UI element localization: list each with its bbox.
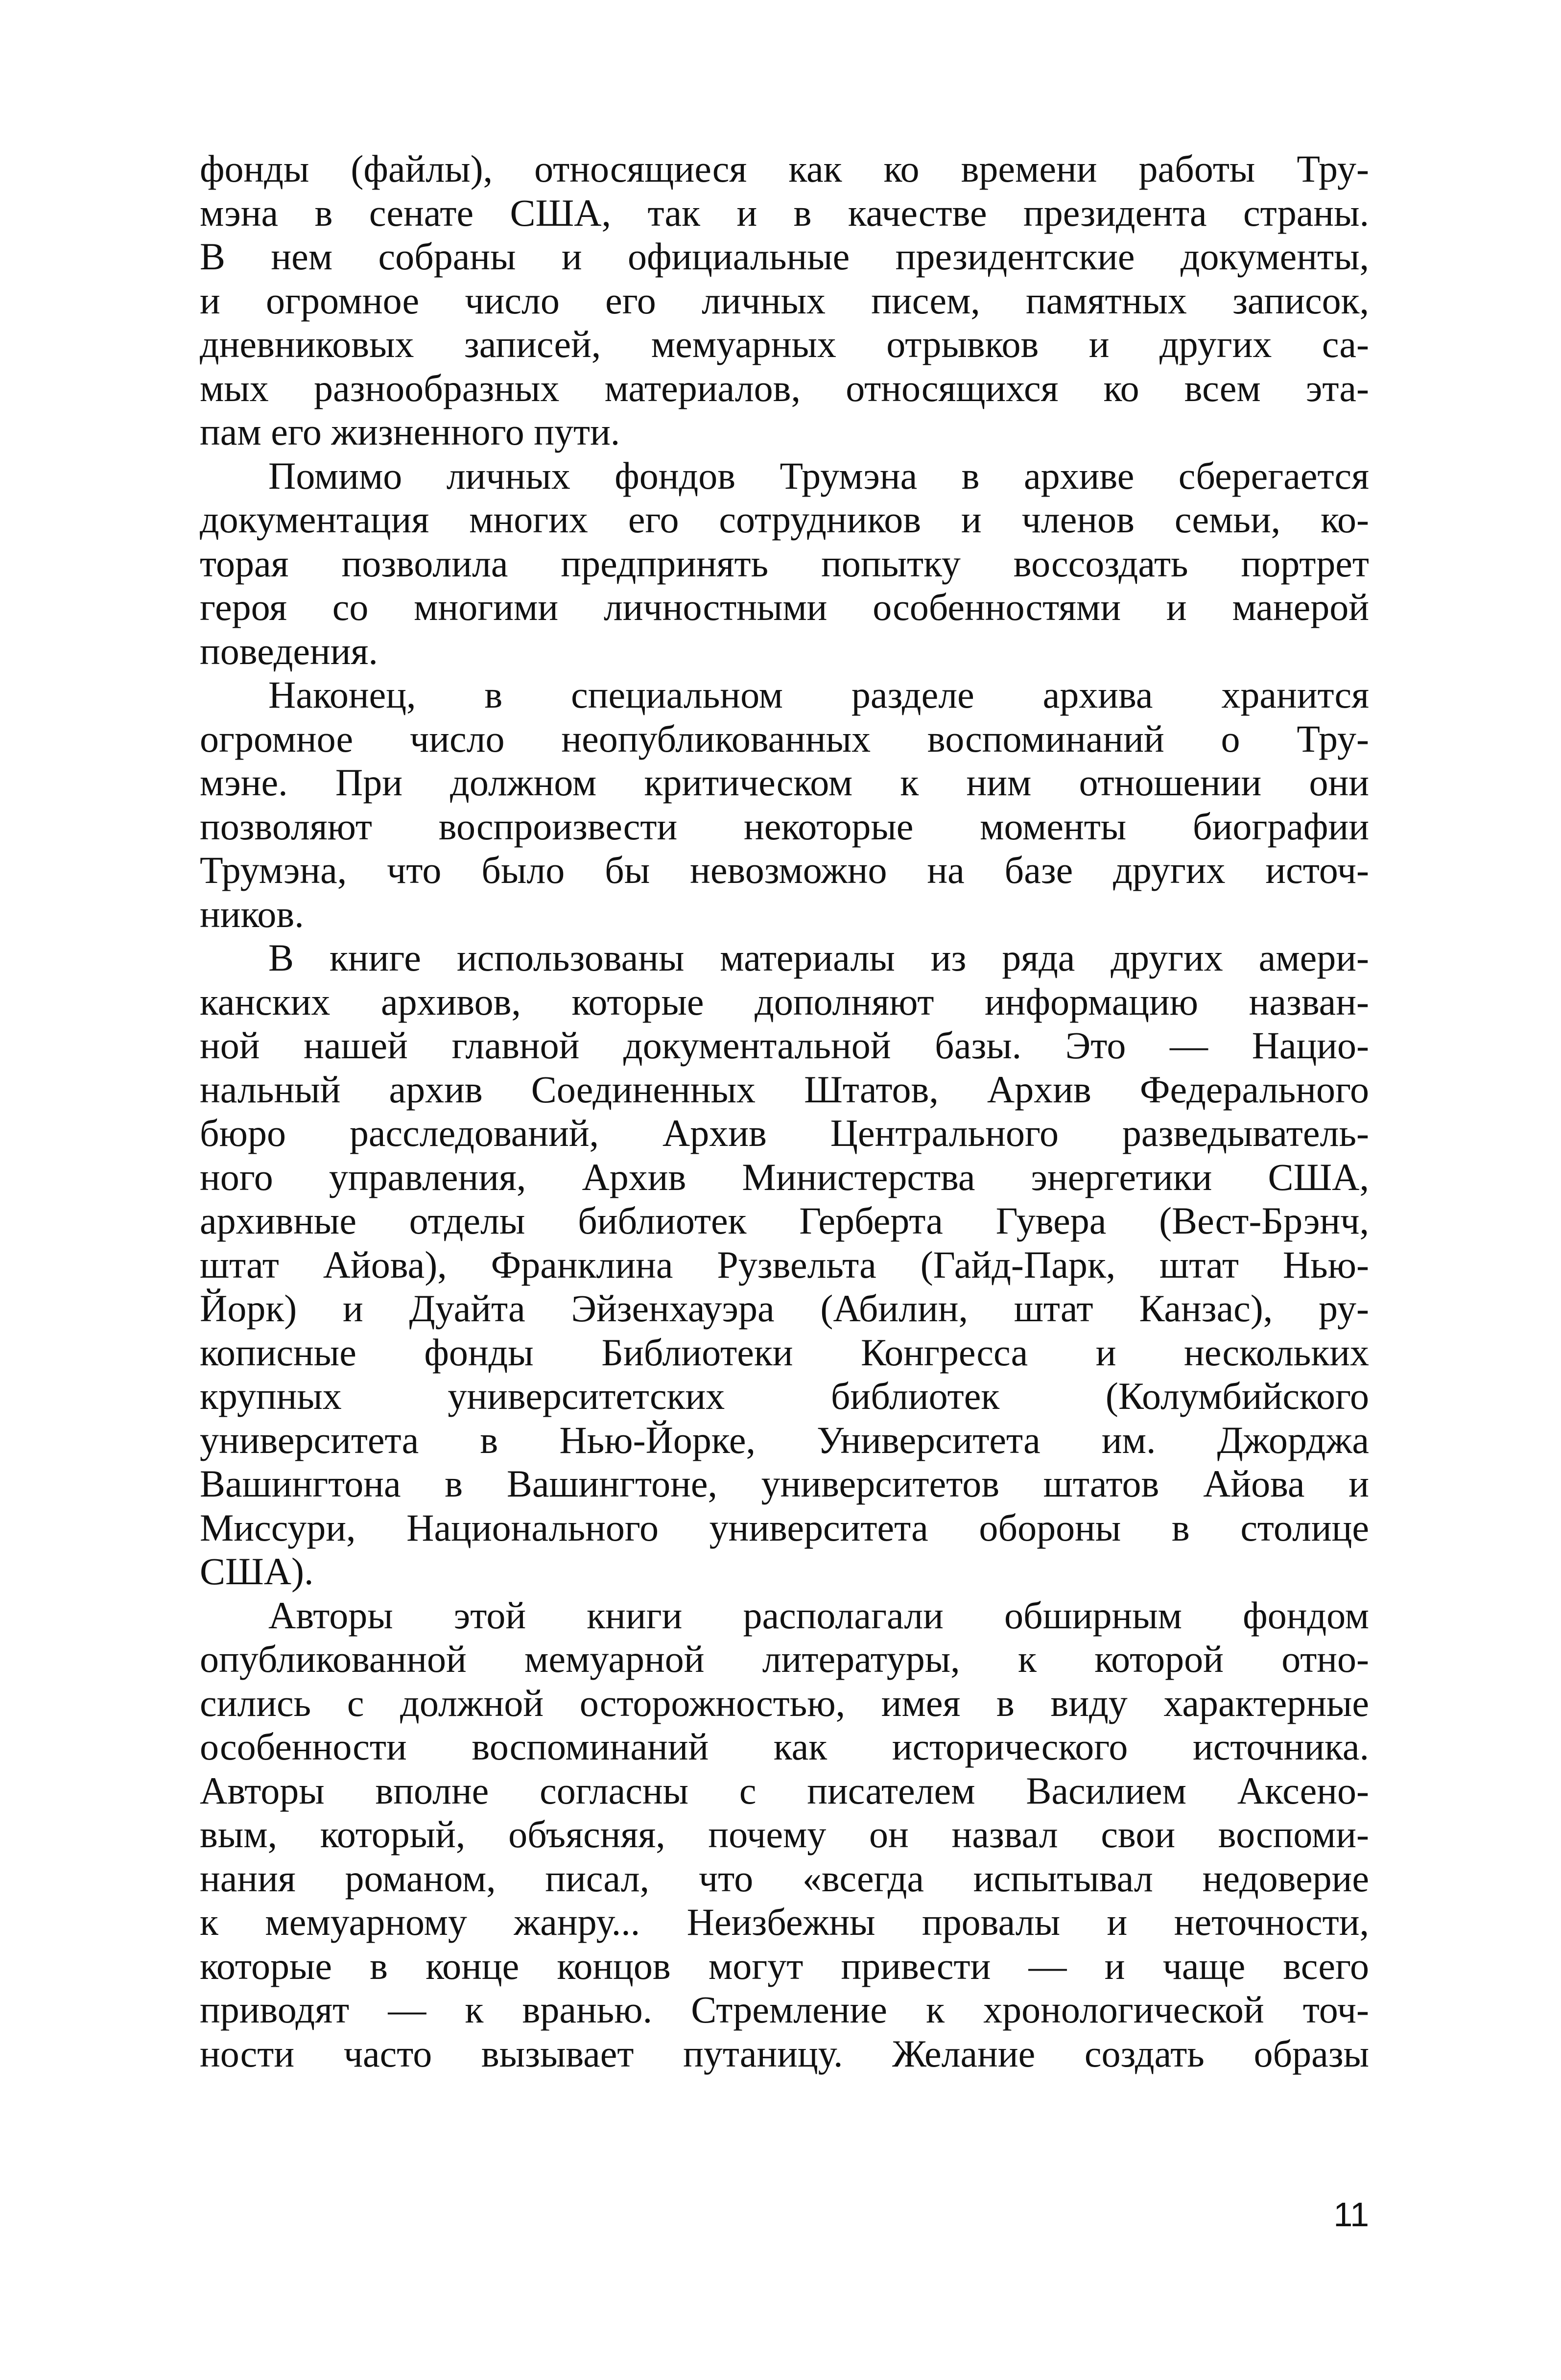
text-line: мых разнообразных материалов, относящихся ко всем эта- xyxy=(200,366,1369,409)
text-line: сились с должной осторожностью, имея в виду характерные xyxy=(200,1681,1369,1724)
text-line: документация многих его сотрудников и членов семьи, ко- xyxy=(200,498,1369,541)
text-line: университета в Нью-Йорке, Университета им. Джорджа xyxy=(200,1418,1369,1461)
book-page xyxy=(200,147,1369,2321)
text-line: нальный архив Соединенных Штатов, Архив Федерального xyxy=(200,1068,1369,1111)
text-line: нания романом, писал, что «всегда испытывал недоверие xyxy=(200,1856,1369,1900)
text-line: и огромное число его личных писем, памятных записок, xyxy=(200,279,1369,322)
text-line: героя со многими личностными особенностями и манерой xyxy=(200,586,1369,628)
paragraph-first-line: В книге использованы материалы из ряда других амери- xyxy=(268,936,1369,979)
text-line: Миссури, Национального университета обороны в столице xyxy=(200,1506,1369,1549)
text-line: ников. xyxy=(200,892,304,935)
page-number: 11 xyxy=(1333,2195,1369,2234)
text-line: пам его жизненного пути. xyxy=(200,410,620,453)
text-line: поведения. xyxy=(200,629,378,672)
text-line: архивные отделы библиотек Герберта Гувера (Вест-Брэнч, xyxy=(200,1199,1369,1242)
text-line: мэна в сенате США, так и в качестве президента страны. xyxy=(200,191,1369,234)
text-line: Трумэна, что было бы невозможно на базе других источ- xyxy=(200,849,1369,891)
text-line: ной нашей главной документальной базы. Это — Нацио- xyxy=(200,1024,1369,1067)
text-line: штат Айова), Франклина Рузвельта (Гайд-Парк, штат Нью- xyxy=(200,1243,1369,1286)
text-line: к мемуарному жанру... Неизбежны провалы и неточности, xyxy=(200,1901,1369,1943)
text-line: огромное число неопубликованных воспоминаний о Тру- xyxy=(200,717,1369,760)
paragraph-first-line: Помимо личных фондов Трумэна в архиве сберегается xyxy=(268,454,1369,497)
text-line: особенности воспоминаний как исторического источника. xyxy=(200,1725,1369,1768)
text-line: США). xyxy=(200,1550,314,1593)
text-line: приводят — к вранью. Стремление к хронологической точ- xyxy=(200,1988,1369,2031)
text-line: которые в конце концов могут привести — и чаще всего xyxy=(200,1944,1369,1987)
text-line: канских архивов, которые дополняют информацию назван- xyxy=(200,980,1369,1023)
text-line: Вашингтона в Вашингтоне, университетов штатов Айова и xyxy=(200,1462,1369,1505)
text-line: Йорк) и Дуайта Эйзенхауэра (Абилин, штат Канзас), ру- xyxy=(200,1287,1369,1330)
text-line: мэне. При должном критическом к ним отношении они xyxy=(200,761,1369,804)
text-line: фонды (файлы), относящиеся как ко времени работы Тру- xyxy=(200,147,1369,190)
paragraph-first-line: Наконец, в специальном разделе архива хранится xyxy=(268,673,1369,716)
text-line: В нем собраны и официальные президентские документы, xyxy=(200,235,1369,278)
body-text xyxy=(200,147,1369,2075)
text-line: торая позволила предпринять попытку воссоздать портрет xyxy=(200,542,1369,585)
text-line: ного управления, Архив Министерства энергетики США, xyxy=(200,1155,1369,1198)
text-line: вым, который, объясняя, почему он назвал свои воспоми- xyxy=(200,1813,1369,1856)
text-line: опубликованной мемуарной литературы, к которой отно- xyxy=(200,1638,1369,1680)
paragraph-first-line: Авторы этой книги располагали обширным фондом xyxy=(268,1594,1369,1637)
text-line: бюро расследований, Архив Центрального разведыватель- xyxy=(200,1112,1369,1154)
text-line: позволяют воспроизвести некоторые моменты биографии xyxy=(200,805,1369,848)
text-line: ности часто вызывает путаницу. Желание создать образы xyxy=(200,2032,1369,2075)
text-line: крупных университетских библиотек (Колумбийского xyxy=(200,1375,1369,1417)
text-line: Авторы вполне согласны с писателем Василием Аксено- xyxy=(200,1769,1369,1812)
text-line: дневниковых записей, мемуарных отрывков и других са- xyxy=(200,323,1369,365)
text-line: кописные фонды Библиотеки Конгресса и нескольких xyxy=(200,1331,1369,1374)
